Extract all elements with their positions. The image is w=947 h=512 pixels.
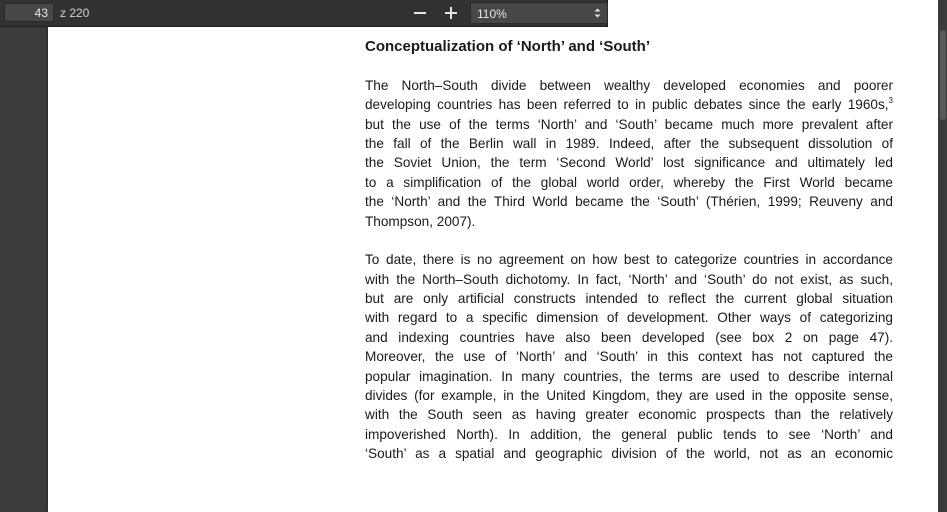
text-line: ‘South’ as a spatial and geographic division of the world, not as an economic bbox=[365, 446, 893, 462]
scrollbar-thumb[interactable] bbox=[940, 30, 946, 120]
section-heading: Conceptualization of ‘North’ and ‘South’ bbox=[365, 37, 650, 55]
updown-chevron-icon bbox=[594, 7, 601, 19]
viewer-toolbar bbox=[0, 0, 608, 27]
paragraph bbox=[365, 250, 893, 463]
text-line: Moreover, the use of ‘North’ and ‘South’ in this context has not captured the bbox=[365, 349, 893, 365]
text-line: the Soviet Union, the term ‘Second World’ lost significance and ultimately led bbox=[365, 155, 893, 171]
page-content bbox=[365, 0, 893, 464]
text-line: impoverished North). In addition, the general public tends to see ‘North’ and bbox=[365, 426, 893, 442]
paragraph bbox=[365, 76, 893, 231]
text-line: Thompson, 2007). bbox=[365, 213, 476, 229]
text-line: To date, there is no agreement on how best to categorize countries in accordance bbox=[365, 252, 893, 268]
zoom-in-button[interactable] bbox=[439, 1, 463, 25]
text-line: but are only artificial constructs intended to reflect the current global situation bbox=[365, 291, 893, 307]
zoom-select[interactable] bbox=[470, 2, 608, 24]
text-line: and indexing countries have also been developed (see box 2 on page 47). bbox=[365, 329, 893, 345]
page-count-label: z 220 bbox=[60, 6, 90, 20]
zoom-value: 110% bbox=[477, 7, 507, 21]
text-line: popular imagination. In many countries, the terms are used to describe internal bbox=[365, 368, 893, 384]
text-line: The North–South divide between wealthy developed economies and poorer bbox=[365, 77, 893, 93]
text-line: with regard to a specific dimension of development. Other ways of categorizing bbox=[365, 310, 893, 326]
text-line: with the South seen as having greater economic prospects than the relatively bbox=[365, 407, 893, 423]
text-line: with the North–South dichotomy. In fact, ‘North’ and ‘South’ do not exist, as such, bbox=[365, 271, 893, 287]
text-line: the ‘North’ and the Third World became the ‘South’ (Thérien, 1999; Reuveny and bbox=[365, 194, 893, 210]
vertical-scrollbar[interactable] bbox=[938, 0, 947, 512]
text-line: divides (for example, in the United Kingdom, they are used in the opposite sense, bbox=[365, 388, 893, 404]
zoom-out-button[interactable] bbox=[408, 1, 432, 25]
plus-icon bbox=[445, 7, 457, 19]
footnote-marker[interactable]: 3 bbox=[888, 96, 893, 106]
minus-icon bbox=[414, 7, 426, 19]
text-line: the fall of the Berlin wall in 1989. Indeed, after the subsequent dissolution of bbox=[365, 135, 893, 151]
text-line bbox=[365, 95, 893, 114]
page-number-input[interactable] bbox=[4, 3, 54, 22]
text-line-text: developing countries has been referred to in public debates since the early 1960s, bbox=[365, 97, 889, 113]
text-line: to a simplification of the global world order, whereby the First World became bbox=[365, 174, 893, 190]
text-line: but the use of the terms ‘North’ and ‘South’ became much more prevalent after bbox=[365, 116, 893, 132]
document-page bbox=[48, 0, 938, 512]
